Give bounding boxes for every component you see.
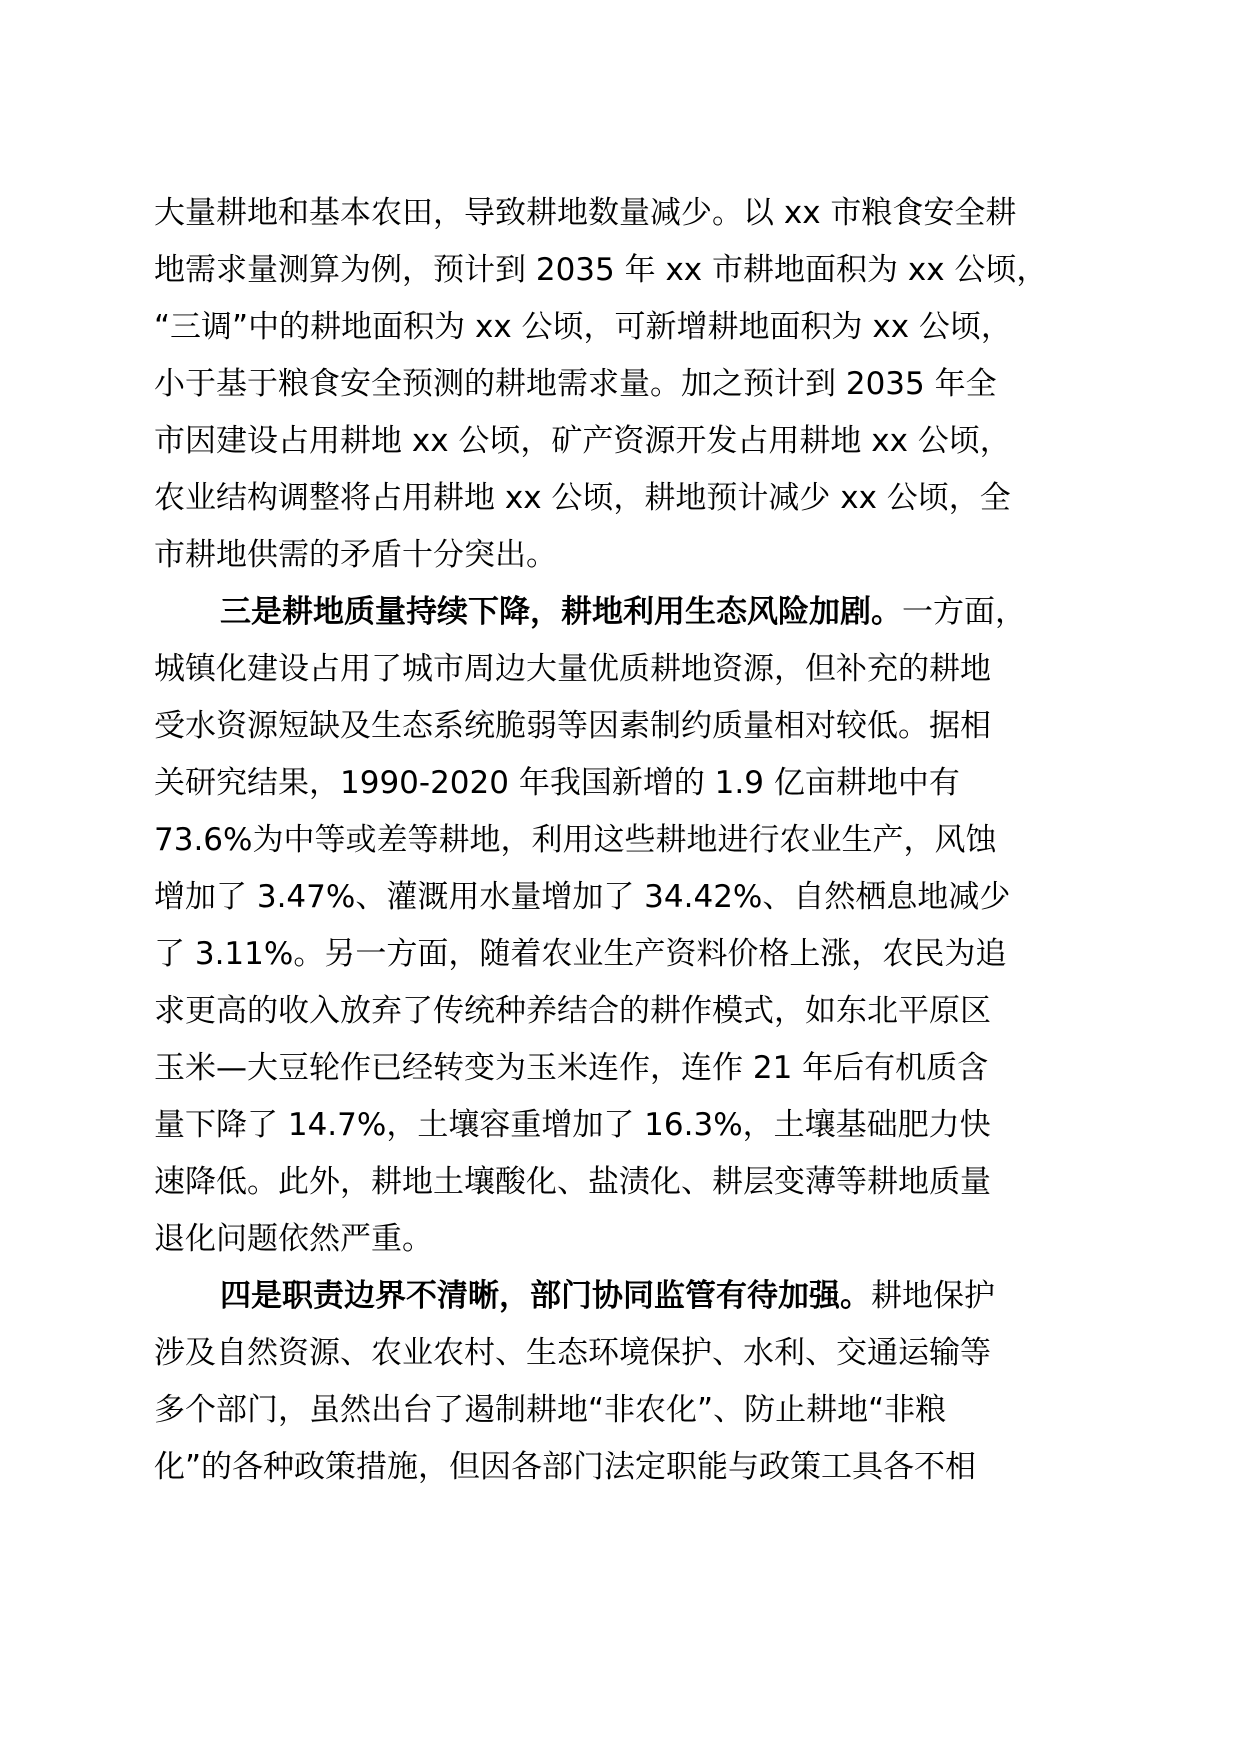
paragraph-first-line	[220, 583, 1094, 641]
text-line: “三调”中的耕地面积为 xx 公顷，可新增耕地面积为 xx 公顷，	[154, 309, 1012, 345]
text-line: 小于基于粮食安全预测的耕地需求量。加之预计到 2035 年全	[154, 366, 997, 402]
text-line: 73.6%为中等或差等耕地，利用这些耕地进行农业生产，风蚀	[154, 822, 997, 858]
text-line: 农业结构调整将占用耕地 xx 公顷，耕地预计减少 xx 公顷，全	[154, 480, 1011, 516]
paragraph-first-line	[220, 1267, 1094, 1325]
text-line: 市耕地供需的矛盾十分突出。	[154, 537, 557, 573]
text-line: 城镇化建设占用了城市周边大量优质耕地资源，但补充的耕地	[154, 651, 991, 687]
text-line: 地需求量测算为例，预计到 2035 年 xx 市耕地面积为 xx 公顷，	[154, 252, 1048, 288]
text-line: 玉米—大豆轮作已经转变为玉米连作，连作 21 年后有机质含	[154, 1050, 989, 1086]
text-line: 关研究结果，1990-2020 年我国新增的 1.9 亿亩耕地中有	[154, 765, 960, 801]
text-line: 退化问题依然严重。	[154, 1221, 433, 1257]
text-line: 受水资源短缺及生态系统脆弱等因素制约质量相对较低。据相	[154, 708, 991, 744]
text-line: 市因建设占用耕地 xx 公顷，矿产资源开发占用耕地 xx 公顷，	[154, 423, 1011, 459]
section-heading: 三是耕地质量持续下降，耕地利用生态风险加剧。	[220, 594, 902, 630]
text-fragment: 耕地保护	[871, 1278, 995, 1314]
text-line: 速降低。此外，耕地土壤酸化、盐渍化、耕层变薄等耕地质量	[154, 1164, 991, 1200]
text-fragment: 一方面，	[902, 594, 1026, 630]
text-line: 涉及自然资源、农业农村、生态环境保护、水利、交通运输等	[154, 1335, 991, 1371]
text-line: 化”的各种政策措施，但因各部门法定职能与政策工具各不相	[154, 1449, 977, 1485]
text-line: 了 3.11%。另一方面，随着农业生产资料价格上涨，农民为追	[154, 936, 1007, 972]
text-line: 多个部门，虽然出台了遏制耕地“非农化”、防止耕地“非粮	[154, 1392, 947, 1428]
text-line: 大量耕地和基本农田，导致耕地数量减少。以 xx 市粮食安全耕	[154, 195, 1017, 231]
text-line: 量下降了 14.7%，土壤容重增加了 16.3%，土壤基础肥力快	[154, 1107, 991, 1143]
text-line: 求更高的收入放弃了传统种养结合的耕作模式，如东北平原区	[154, 993, 991, 1029]
text-line: 增加了 3.47%、灌溉用水量增加了 34.42%、自然栖息地减少	[154, 879, 1011, 915]
section-heading: 四是职责边界不清晰，部门协同监管有待加强。	[220, 1278, 871, 1314]
